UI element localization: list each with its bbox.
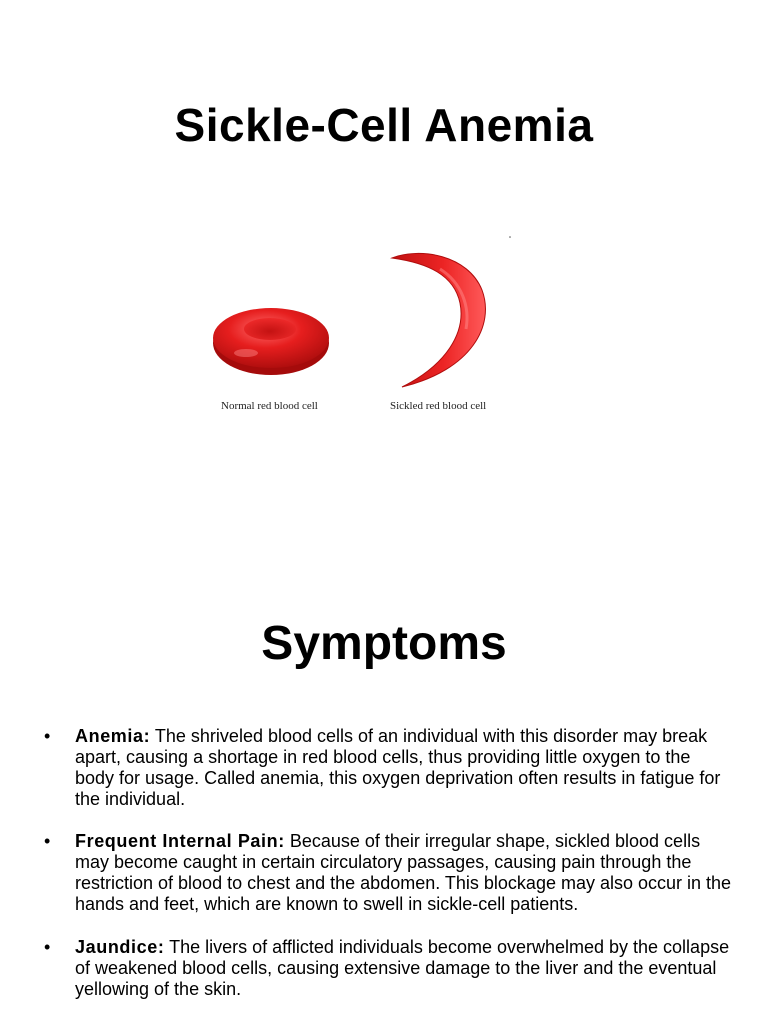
sickled-cell-caption: Sickled red blood cell [390,400,487,412]
symptom-list [44,726,734,1021]
normal-blood-cell-image [213,308,329,375]
symptom-text: The shriveled blood cells of an individual with this disorder may break apart, causing a shortage in red blood cells, thus providing little oxygen to the body for usage. Called anemia, this oxygen deprivation often results in fatigue for the individual. [75,726,721,809]
bullet: • [44,937,51,957]
symptom-item-jaundice [44,937,734,1000]
bullet: • [44,726,51,746]
page-title: Sickle-Cell Anemia [174,99,594,151]
sickled-blood-cell-image [392,253,485,387]
symptom-text: Because of their irregular shape, sickled blood cells may become caught in certain circulatory passages, causing pain through the restriction of blood to chest and the abdomen. This blockage may also occur in the hands and feet, which are known to swell in sickle-cell patients. [75,831,732,914]
symptom-term: Anemia: [75,726,151,746]
symptom-item-internal-pain [44,831,734,915]
blood-cell-illustration [0,225,768,425]
bullet: • [44,831,51,851]
symptom-term: Frequent Internal Pain: [75,831,285,851]
section-title: Symptoms [261,617,507,670]
normal-cell-caption: Normal red blood cell [221,400,318,412]
symptom-text: The livers of afflicted individuals become overwhelmed by the collapse of weakened blood cells, causing extensive damage to the liver and the eventual yellowing of the skin. [75,937,730,999]
blood-cell-figure [0,225,768,425]
symptom-item-anemia [44,726,734,810]
symptom-term: Jaundice: [75,937,165,957]
